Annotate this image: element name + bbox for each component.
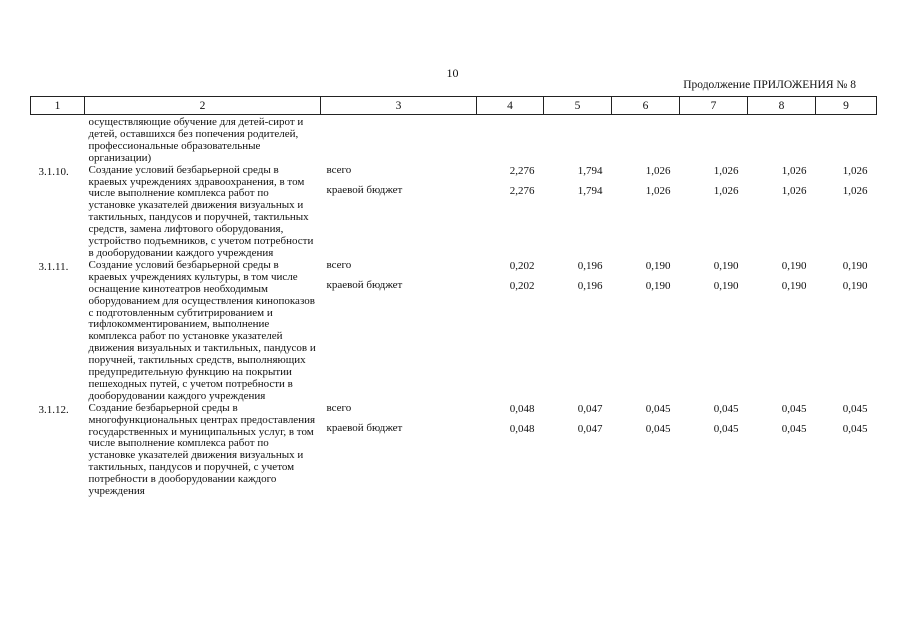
value-cell: 0,190 bbox=[781, 259, 807, 272]
value-cell: 0,048 bbox=[509, 422, 535, 435]
value-cell: 0,045 bbox=[713, 402, 739, 415]
value-cell: 1,794 bbox=[577, 164, 603, 177]
value-cell: 0,190 bbox=[645, 259, 671, 272]
value-cell: 0,047 bbox=[577, 402, 603, 415]
value-cell: 0,190 bbox=[842, 279, 868, 292]
value-cell: 0,196 bbox=[577, 259, 603, 272]
appendix-table bbox=[30, 96, 877, 498]
table-row-continuation bbox=[31, 115, 877, 165]
table-row bbox=[31, 260, 877, 403]
value-cell: 0,045 bbox=[645, 402, 671, 415]
value-cell: 0,190 bbox=[842, 259, 868, 272]
value-cell: 0,048 bbox=[509, 402, 535, 415]
row-number: 3.1.11. bbox=[38, 260, 69, 273]
row-description: осуществляющие обучение для детей-сирот и детей, оставшихся без попечения родителей, профессиональные образовательные организации) bbox=[88, 116, 304, 164]
row-number: 3.1.12. bbox=[38, 403, 69, 416]
funding-source: всего bbox=[326, 163, 352, 176]
value-cell: 0,045 bbox=[781, 422, 807, 435]
continuation-title: Продолжение ПРИЛОЖЕНИЯ № 8 bbox=[683, 79, 856, 91]
value-cell: 0,190 bbox=[713, 259, 739, 272]
table-header bbox=[31, 97, 877, 115]
value-cell: 0,196 bbox=[577, 279, 603, 292]
funding-source: краевой бюджет bbox=[326, 421, 403, 434]
table-row bbox=[31, 165, 877, 260]
value-cell: 0,190 bbox=[645, 279, 671, 292]
row-number: 3.1.10. bbox=[38, 165, 69, 178]
table-row bbox=[31, 403, 877, 498]
value-cell: 0,045 bbox=[842, 402, 868, 415]
value-cell: 1,794 bbox=[577, 184, 603, 197]
funding-source-cell bbox=[321, 403, 477, 498]
value-cell: 0,045 bbox=[713, 422, 739, 435]
value-cell: 0,045 bbox=[645, 422, 671, 435]
value-cell: 0,202 bbox=[509, 259, 535, 272]
column-header: 4 bbox=[477, 97, 544, 115]
value-cell: 1,026 bbox=[781, 184, 807, 197]
value-cell: 1,026 bbox=[713, 184, 739, 197]
value-cell: 2,276 bbox=[509, 164, 535, 177]
funding-source: всего bbox=[326, 258, 352, 271]
value-cell: 0,202 bbox=[509, 279, 535, 292]
column-header: 1 bbox=[31, 97, 85, 115]
column-header: 9 bbox=[816, 97, 877, 115]
column-header: 2 bbox=[85, 97, 321, 115]
value-cell: 0,045 bbox=[781, 402, 807, 415]
value-cell: 0,190 bbox=[781, 279, 807, 292]
column-header: 8 bbox=[748, 97, 816, 115]
funding-source: всего bbox=[326, 401, 352, 414]
column-header: 7 bbox=[680, 97, 748, 115]
value-cell: 1,026 bbox=[645, 184, 671, 197]
value-cell: 1,026 bbox=[645, 164, 671, 177]
funding-source-cell bbox=[321, 260, 477, 403]
value-cell: 1,026 bbox=[842, 164, 868, 177]
row-description: Создание условий безбарьерной среды в краевых учреждениях культуры, в том числе оснащение кинотеатров необходимым оборудованием для осуществления кинопоказов с подготовленным субтитрированием и тифлокомментированием, выполнение комплекса работ по установке указателей движения визуальных и тактильных, пандусов и поручней, тактильных средств, выполняющих предупредительную функцию на покрытии пешеходных путей, с учетом потребности в дооборудовании каждого учреждения bbox=[88, 258, 316, 402]
funding-source: краевой бюджет bbox=[326, 183, 403, 196]
column-header: 3 bbox=[321, 97, 477, 115]
value-cell: 1,026 bbox=[842, 184, 868, 197]
column-header: 5 bbox=[544, 97, 612, 115]
value-cell: 0,047 bbox=[577, 422, 603, 435]
row-description: Создание безбарьерной среды в многофункциональных центрах предоставления государственных и муниципальных услуг, в том числе выполнение комплекса работ по установке указателей движения визуальных и тактильных, пандусов и поручней, с учетом потребности в дооборудовании каждого учреждения bbox=[88, 401, 316, 498]
row-description: Создание условий безбарьерной среды в краевых учреждениях здравоохранения, в том числе выполнение комплекса работ по установке указателей движения визуальных и тактильных, пандусов и поручней, тактильных средств, замена лифтового оборудования, устройство подъемников, с учетом потребности в дооборудовании каждого учреждения bbox=[88, 163, 314, 259]
value-cell: 0,045 bbox=[842, 422, 868, 435]
value-cell: 1,026 bbox=[781, 164, 807, 177]
funding-source-cell bbox=[321, 165, 477, 260]
funding-source: краевой бюджет bbox=[326, 278, 403, 291]
value-cell: 2,276 bbox=[509, 184, 535, 197]
column-header: 6 bbox=[612, 97, 680, 115]
page-number: 10 bbox=[446, 66, 459, 80]
value-cell: 0,190 bbox=[713, 279, 739, 292]
value-cell: 1,026 bbox=[713, 164, 739, 177]
